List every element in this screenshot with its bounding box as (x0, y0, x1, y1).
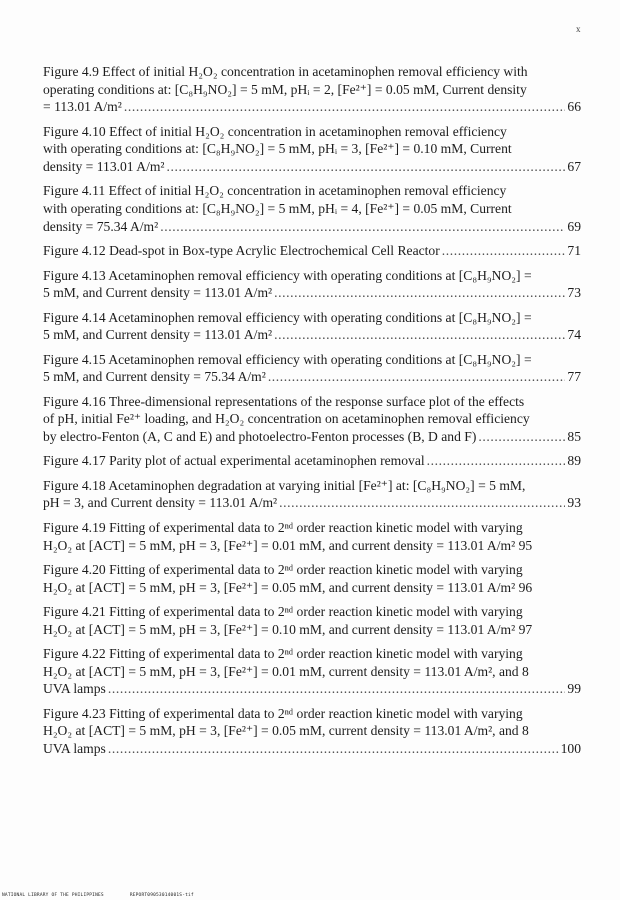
toc-entry-title-end: 5 mM, and Current density = 75.34 A/m² (43, 369, 266, 385)
toc-entry-line: Figure 4.14 Acetaminophen removal efficiency with operating conditions at [C₈H₉NO₂] = (43, 309, 532, 325)
toc-entry-leader-row (43, 428, 581, 446)
toc-entry-title-end: 5 mM, and Current density = 113.01 A/m² (43, 327, 273, 343)
toc-entry-line: Figure 4.18 Acetaminophen degradation at varying initial [Fe²⁺] at: [C₈H₉NO₂] = 5 mM, (43, 477, 526, 493)
toc-entry[interactable] (43, 519, 581, 554)
dot-leader (167, 158, 566, 176)
toc-entry[interactable] (43, 351, 581, 386)
toc-entry-line: with operating conditions at: [C₈H₉NO₂] = 5 mM, pHᵢ = 3, [Fe²⁺] = 0.10 mM, Current (43, 141, 512, 157)
toc-entry-leader-row (43, 218, 581, 236)
toc-entry-line: Figure 4.15 Acetaminophen removal efficiency with operating conditions at [C₈H₉NO₂] = (43, 351, 532, 367)
footer-file-id: REPORT09053014001S-tif (129, 893, 194, 898)
toc-entry[interactable] (43, 393, 581, 446)
toc-entry[interactable] (43, 561, 581, 596)
toc-entry-title-end: UVA lamps (43, 741, 106, 757)
toc-entry[interactable] (43, 645, 581, 698)
list-of-figures (43, 63, 581, 765)
toc-entry-line: Figure 4.20 Fitting of experimental data to 2ⁿᵈ order reaction kinetic model with varying (43, 562, 523, 578)
toc-entry[interactable] (43, 267, 581, 302)
dot-leader (124, 98, 566, 116)
toc-entry-line: Figure 4.22 Fitting of experimental data to 2ⁿᵈ order reaction kinetic model with varying (43, 646, 523, 662)
toc-entry-leader-row (43, 368, 581, 386)
toc-entry-line: of pH, initial Fe²⁺ loading, and H₂O₂ concentration on acetaminophen removal efficiency (43, 411, 530, 427)
dot-leader (442, 242, 566, 260)
toc-entry-title-end: Figure 4.12 Dead-spot in Box-type Acrylic Electrochemical Cell Reactor (43, 243, 440, 259)
toc-page-number: 77 (567, 369, 581, 385)
page-corner-mark: x (576, 24, 581, 34)
toc-entry-line: H₂O₂ at [ACT] = 5 mM, pH = 3, [Fe²⁺] = 0.05 mM, and current density = 113.01 A/m² 96 (43, 579, 533, 595)
toc-entry-line: H₂O₂ at [ACT] = 5 mM, pH = 3, [Fe²⁺] = 0.01 mM, and current density = 113.01 A/m² 95 (43, 537, 533, 553)
toc-entry-title-end: density = 75.34 A/m² (43, 218, 159, 234)
toc-page-number: 71 (567, 243, 581, 259)
toc-entry-line: Figure 4.23 Fitting of experimental data to 2ⁿᵈ order reaction kinetic model with varying (43, 705, 523, 721)
dot-leader (268, 368, 566, 386)
toc-entry-leader-row (43, 158, 581, 176)
toc-entry[interactable] (43, 242, 581, 260)
toc-entry-line: Figure 4.9 Effect of initial H₂O₂ concentration in acetaminophen removal efficiency with (43, 64, 528, 79)
dot-leader (108, 680, 566, 698)
toc-entry-line: H₂O₂ at [ACT] = 5 mM, pH = 3, [Fe²⁺] = 0.01 mM, current density = 113.01 A/m², and 8 (43, 663, 529, 679)
toc-page-number: 85 (567, 428, 581, 444)
toc-entry-line: H₂O₂ at [ACT] = 5 mM, pH = 3, [Fe²⁺] = 0.05 mM, current density = 113.01 A/m², and 8 (43, 723, 529, 739)
toc-entry-line: Figure 4.16 Three-dimensional representations of the response surface plot of the effects (43, 393, 525, 409)
toc-entry[interactable] (43, 603, 581, 638)
toc-entry-title-end: 5 mM, and Current density = 113.01 A/m² (43, 285, 273, 301)
toc-page-number: 93 (567, 495, 581, 511)
toc-page-number: 67 (567, 158, 581, 174)
toc-entry-title-end: density = 113.01 A/m² (43, 158, 165, 174)
toc-page-number: 74 (567, 327, 581, 343)
toc-entry-leader-row (43, 242, 581, 260)
dot-leader (427, 452, 566, 470)
toc-entry-leader-row (43, 680, 581, 698)
toc-entry-line: Figure 4.21 Fitting of experimental data to 2ⁿᵈ order reaction kinetic model with varying (43, 604, 523, 620)
dot-leader (160, 218, 565, 236)
toc-page-number: 100 (560, 741, 581, 757)
toc-entry-line: operating conditions at: [C₈H₉NO₂] = 5 mM, pHᵢ = 2, [Fe²⁺] = 0.05 mM, Current density (43, 81, 527, 97)
toc-page-number: 66 (567, 99, 581, 115)
toc-entry-leader-row (43, 98, 581, 116)
dot-leader (478, 428, 565, 446)
toc-page-number: 69 (567, 218, 581, 234)
toc-entry-title-end: by electro-Fenton (A, C and E) and photoelectro-Fenton processes (B, D and F) (43, 428, 477, 444)
toc-entry[interactable] (43, 123, 581, 176)
toc-entry-line: Figure 4.19 Fitting of experimental data to 2ⁿᵈ order reaction kinetic model with varying (43, 519, 523, 535)
toc-entry[interactable] (43, 452, 581, 470)
scan-footer (2, 893, 220, 898)
toc-entry-leader-row (43, 452, 581, 470)
toc-entry-line: with operating conditions at: [C₈H₉NO₂] = 5 mM, pHᵢ = 4, [Fe²⁺] = 0.05 mM, Current (43, 200, 512, 216)
toc-entry-title-end: = 113.01 A/m² (43, 99, 122, 115)
toc-entry-line: Figure 4.10 Effect of initial H₂O₂ concentration in acetaminophen removal efficiency (43, 123, 507, 139)
toc-entry-line: H₂O₂ at [ACT] = 5 mM, pH = 3, [Fe²⁺] = 0.10 mM, and current density = 113.01 A/m² 97 (43, 621, 533, 637)
toc-entry[interactable] (43, 705, 581, 758)
dot-leader (108, 740, 559, 758)
toc-entry-line: Figure 4.13 Acetaminophen removal efficiency with operating conditions at [C₈H₉NO₂] = (43, 267, 532, 283)
toc-page-number: 89 (567, 453, 581, 469)
dot-leader (279, 494, 565, 512)
dot-leader (274, 284, 565, 302)
toc-entry[interactable] (43, 63, 581, 116)
footer-library-name: NATIONAL LIBRARY OF THE PHILIPPINES (2, 893, 104, 898)
toc-entry-leader-row (43, 326, 581, 344)
toc-page-number: 99 (567, 681, 581, 697)
toc-entry-title-end: pH = 3, and Current density = 113.01 A/m² (43, 495, 278, 511)
toc-entry[interactable] (43, 477, 581, 512)
toc-entry-title-end: Figure 4.17 Parity plot of actual experimental acetaminophen removal (43, 453, 425, 469)
toc-entry-leader-row (43, 284, 581, 302)
dot-leader (274, 326, 565, 344)
toc-page-number: 73 (567, 285, 581, 301)
toc-entry-leader-row (43, 740, 581, 758)
toc-entry-title-end: UVA lamps (43, 681, 106, 697)
toc-entry[interactable] (43, 309, 581, 344)
toc-entry[interactable] (43, 182, 581, 235)
toc-entry-leader-row (43, 494, 581, 512)
toc-entry-line: Figure 4.11 Effect of initial H₂O₂ concentration in acetaminophen removal efficiency (43, 183, 507, 199)
